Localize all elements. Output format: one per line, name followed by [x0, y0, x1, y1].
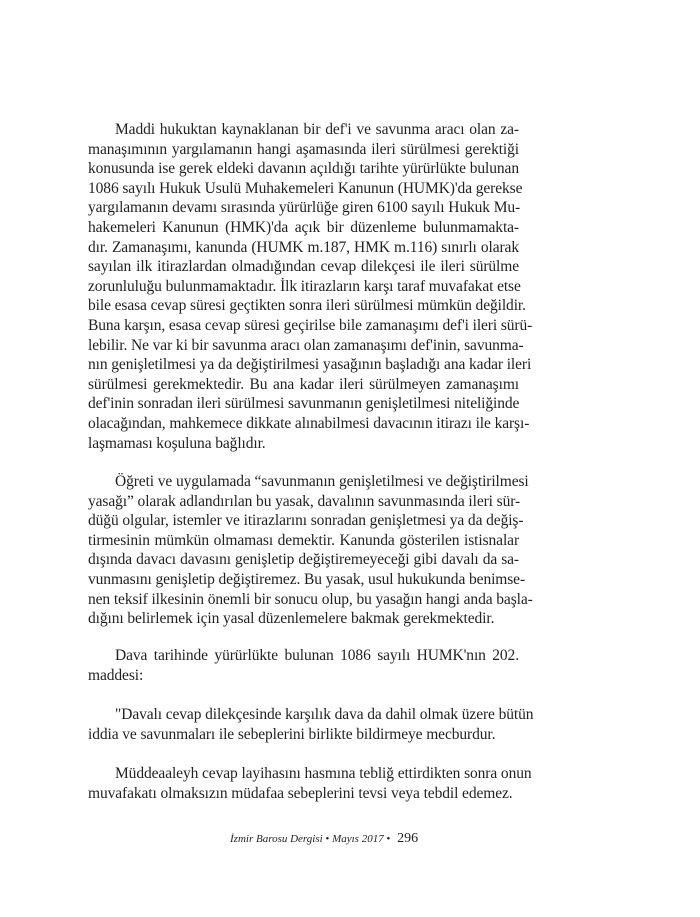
text-line: nen teksif ilkesinin önemli bir sonucu olup, bu yasağın hangi anda başla-: [88, 590, 533, 608]
text-line: manaşımının yargılamanın hangi aşamasında ileri sürülmesi gerektiği: [88, 140, 519, 158]
text-line: hakemeleri Kanunun (HMK)'da açık bir düzenleme bulunmamakta-: [88, 218, 519, 236]
text-line: dığını belirlemek için yasal düzenlemelere bakmak gerekmektedir.: [88, 610, 495, 628]
footer-separator: •: [325, 833, 330, 845]
text-line: yasağı” olarak adlandırılan bu yasak, davalının savunmasında ileri sür-: [88, 492, 521, 510]
text-line: Maddi hukuktan kaynaklanan bir def'i ve savunma aracı olan za-: [115, 121, 519, 138]
text-line: nın genişletilmesi ya da değiştirilmesi yasağının başladığı ana kadar ileri: [88, 356, 532, 374]
text-line: konusunda ise gerek eldeki davanın açıldığı tarihte yürürlükte bulunan: [88, 160, 519, 178]
paragraph-humk-202: [88, 646, 519, 685]
paragraph-text: [88, 120, 533, 453]
paragraph-quote-2: [88, 764, 532, 803]
text-line: düğü olgular, istemler ve itirazlarını sonradan genişletmesi ya da değiş-: [88, 512, 524, 530]
text-line: 1086 sayılı Hukuk Usulü Muhakemeleri Kanunun (HUMK)'da gerekse: [88, 179, 523, 197]
text-line: olacağından, mahkemece dikkate alınabilmesi davacının itirazı ile karşı-: [88, 414, 530, 432]
journal-issue: Mayıs 2017: [332, 833, 384, 845]
text-line: zorunluluğu bulunmamaktadır. İlk itirazların karşı taraf muvafakat etse: [88, 277, 521, 295]
paragraph-text: [88, 472, 533, 629]
text-line: Öğreti ve uygulamada “savunmanın genişletilmesi ve değiştirilmesi: [115, 473, 529, 490]
text-line: laşmaması koşuluna bağlıdır.: [88, 434, 266, 452]
text-line: Dava tarihinde yürürlükte bulunan 1086 sayılı HUMK'nın 202.: [115, 647, 519, 664]
journal-name: İzmir Barosu Dergisi: [230, 833, 323, 845]
paragraph-savunma-yasagi: [88, 472, 533, 629]
text-line: Müddeaaleyh cevap layihasını hasmına tebliğ ettirdikten sonra onun: [115, 765, 532, 782]
text-line: tirmesinin mümkün olmaması demektir. Kanunda gösterilen istisnalar: [88, 531, 519, 549]
text-line: def'inin sonradan ileri sürülmesi savunmanın genişletilmesi niteliğinde: [88, 395, 520, 413]
text-line: yargılamanın devamı sırasında yürürlüğe giren 6100 sayılı Hukuk Mu-: [88, 199, 521, 217]
text-line: "Davalı cevap dilekçesinde karşılık dava da dahil olmak üzere bütün: [115, 706, 534, 723]
paragraph-zamanasimi: [88, 120, 533, 453]
text-line: dır. Zamanaşımı, kanunda (HUMK m.187, HMK m.116) sınırlı olarak: [88, 238, 519, 256]
page-footer: [230, 831, 470, 847]
paragraph-quote-1: [88, 705, 534, 744]
paragraph-text: [88, 705, 534, 744]
text-line: dışında davacı davasını genişletip değiştiremeyeceği gibi davalı da sa-: [88, 551, 519, 569]
text-line: iddia ve savunmaları ile sebeplerini birlikte bildirmeye mecburdur.: [88, 725, 496, 743]
paragraph-text: [88, 764, 532, 803]
text-line: muvafakatı olmaksızın müdafaa sebeplerini tevsi veya tebdil edemez.: [88, 784, 513, 802]
footer-separator: •: [386, 833, 391, 845]
text-line: sayılan ilk itirazlardan olmadığından cevap dilekçesi ile ileri sürülme: [88, 258, 519, 276]
text-line: lebilir. Ne var ki bir savunma aracı olan zamanaşımı def'inin, savunma-: [88, 336, 524, 354]
page-number: 296: [397, 831, 419, 846]
text-line: maddesi:: [88, 666, 144, 684]
text-line: vunmasını genişletip değiştiremez. Bu yasak, usul hukukunda benimse-: [88, 570, 526, 588]
text-line: Buna karşın, esasa cevap süresi geçirilse bile zamanaşımı def'i ileri sürü-: [88, 316, 533, 334]
paragraph-text: [88, 646, 519, 685]
text-line: bile esasa cevap süresi geçtikten sonra ileri sürülmesi mümkün değildir.: [88, 297, 526, 315]
text-line: sürülmesi gerekmektedir. Bu ana kadar ileri sürülmeyen zamanaşımı: [88, 375, 519, 393]
